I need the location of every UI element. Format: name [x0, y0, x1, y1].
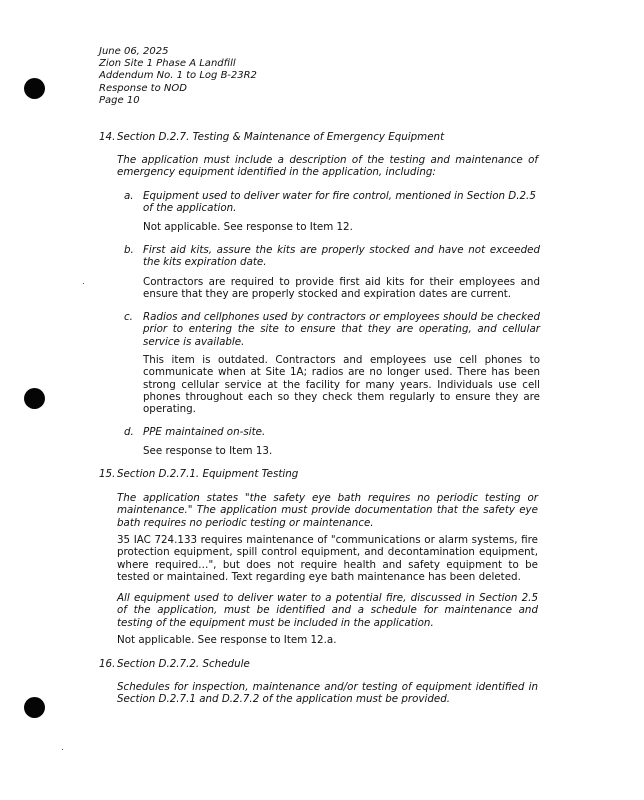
section-14-title: Section D.2.7. Testing & Maintenance of Emergency Equipment — [117, 131, 445, 143]
item-14d-requirement: PPE maintained on-site. — [143, 426, 266, 438]
header-addendum: Addendum No. 1 to Log B-23R2 — [99, 70, 257, 82]
section-15-requirement-1: The application states "the safety eye bath requires no periodic testing or maintenance." The application must provide documentation that the safety eye bath requires no periodic testing or maintenance. — [117, 492, 538, 529]
section-16-requirement: Schedules for inspection, maintenance and/or testing of equipment identified in Section D.2.7.1 and D.2.7.2 of the application must be provided. — [117, 681, 538, 706]
item-14c-response: This item is outdated. Contractors and employees use cell phones to communicate when at Site 1A; radios are no longer used. There has been strong cellular service at the facility for many years. Individuals use cell phones throughout each so they check them regularly to ensure they are operating. — [143, 354, 540, 416]
item-14b-label: b. — [124, 244, 134, 256]
binder-hole-middle — [24, 388, 45, 409]
item-14a-label: a. — [124, 190, 134, 202]
item-14c-label: c. — [124, 311, 133, 323]
scan-speck — [83, 283, 84, 284]
header-date: June 06, 2025 — [99, 46, 169, 57]
section-16-number: 16. — [99, 658, 116, 670]
section-15-response-1: 35 IAC 724.133 requires maintenance of "communications or alarm systems, fire protection equipment, spill control equipment, and decontamination equipment, where required…", but does not require health and safety equipment to be tested or maintained. Text regarding eye bath maintenance has been deleted. — [117, 534, 538, 583]
item-14a-response: Not applicable. See response to Item 12. — [143, 221, 353, 233]
item-14b-requirement: First aid kits, assure the kits are properly stocked and have not exceeded the kits expiration date. — [143, 244, 540, 269]
section-15-title: Section D.2.7.1. Equipment Testing — [117, 468, 299, 480]
header-page: Page 10 — [99, 94, 140, 106]
item-14c-requirement: Radios and cellphones used by contractors or employees should be checked prior to entering the site to ensure that they are operating, and cellular service is available. — [143, 311, 540, 348]
item-14b-response: Contractors are required to provide first aid kits for their employees and ensure that they are properly stocked and expiration dates are current. — [143, 276, 540, 301]
header-subject: Response to NOD — [99, 82, 187, 94]
item-14a-requirement: Equipment used to deliver water for fire control, mentioned in Section D.2.5 of the application. — [143, 190, 536, 215]
binder-hole-top — [24, 78, 45, 99]
section-14-number: 14. — [99, 131, 116, 143]
item-14d-label: d. — [124, 426, 134, 438]
binder-hole-bottom — [24, 697, 45, 718]
scan-speck — [62, 749, 63, 750]
section-15-number: 15. — [99, 468, 116, 480]
section-15-response-2: Not applicable. See response to Item 12.a. — [117, 634, 337, 646]
letter-header — [99, 46, 257, 107]
header-site: Zion Site 1 Phase A Landfill — [99, 58, 236, 70]
section-15-requirement-2: All equipment used to deliver water to a potential fire, discussed in Section 2.5 of the application, must be identified and a schedule for maintenance and testing of the equipment must be included in the application. — [117, 592, 538, 629]
section-14-requirement: The application must include a description of the testing and maintenance of emergency equipment identified in the application, including: — [117, 154, 538, 179]
section-16-title: Section D.2.7.2. Schedule — [117, 658, 250, 670]
item-14d-response: See response to Item 13. — [143, 445, 273, 457]
